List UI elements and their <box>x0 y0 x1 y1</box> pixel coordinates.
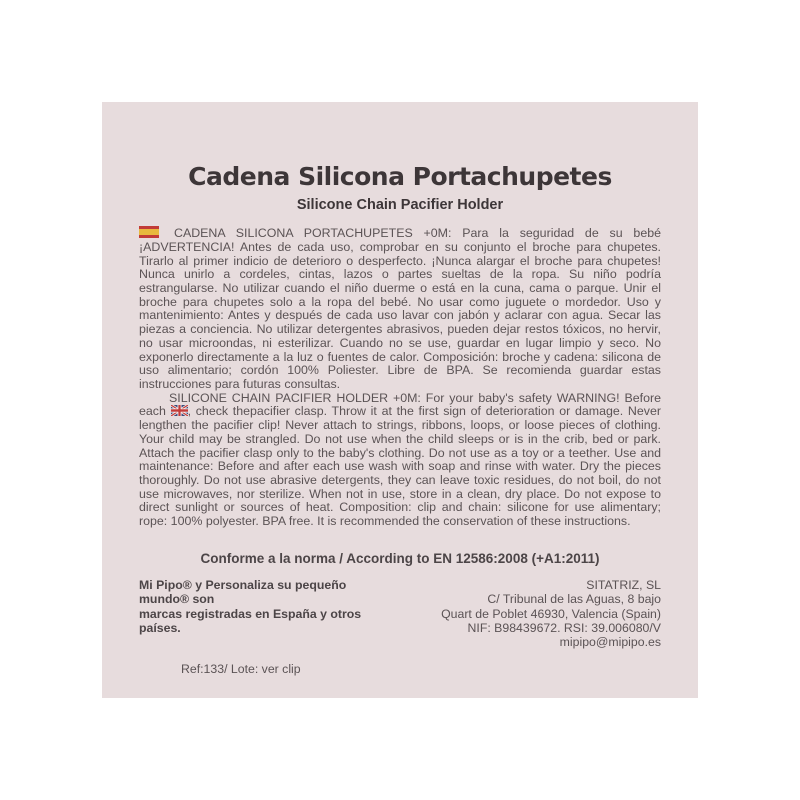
company-street: C/ Tribunal de las Aguas, 8 bajo <box>487 592 661 607</box>
trademark-line-2: marcas registradas en España y otros países. <box>139 606 362 635</box>
product-subtitle: Silicone Chain Pacifier Holder <box>296 197 504 214</box>
spanish-instructions <box>139 226 661 391</box>
company-city: Quart de Poblet 46930, Valencia (Spain) <box>441 606 661 621</box>
english-instructions-text-after-flag: , check thepacifier clasp. Throw it at the first sign of deterioration or damage. Never lengthen the pacifier clip! Never attach to strings, ribbons, loops, or loose pieces of clothing. Your child may be strangled. Do not use when the child sleeps or is in the crib, bed or park. Attach the pacifier clasp only to the baby's clothing. Do not use as a toy or a teether. Use and maintenance: Before and after each use wash with soap and rinse with water. Dry the pieces thoroughly. Do not use abrasive detergents, they can leave toxic residues, do not boil, do not use microwaves, nor sterilize. When not in use, store in a clean, dry place. Do not expose to direct sunlight or sources of heat. Composition: clip and chain: silicone for use alimentary; rope: 100% polyester. BPA free. It is recommended the conservation of these instructions. <box>139 404 661 529</box>
spanish-instructions-text: CADENA SILICONA PORTACHUPETES +0M: Para la seguridad de su bebé ¡ADVERTENCIA! Antes de cada uso, comprobar en su conjunto el broche para chupetes. Tirarlo al primer indicio de deterioro o desperfecto. ¡Nunca alargar el broche para chupetes! Nunca unirlo a cordeles, cintas, lazos o partes sueltas de la ropa. Su niño podría estrangularse. No utilizar cuando el niño duerme o está en la cuna, cama o parque. Unir el broche para chupetes solo a la ropa del bebé. No usar como juguete o mordedor. Uso y mantenimiento: Antes y después de cada uso lavar con jabón y aclarar con agua. Secar las piezas a conciencia. No utilizar detergentes abrasivos, pueden dejar restos tóxicos, no hervir, no usar microondas, ni esterilizar. Cuando no se use, guardar en lugar limpio y seco. No exponerlo directamente a la luz o fuentes de calor. Composición: broche y cadena: silicona de uso alimentario; cordón 100% Poliester. Libre de BPA. Se recomienda guardar estas instrucciones para futuras consultas. <box>139 226 661 391</box>
uk-flag-icon <box>171 405 188 416</box>
company-name: SITATRIZ, SL <box>586 577 661 592</box>
compliance-statement: Conforme a la norma / According to EN 12586:2008 (+A1:2011) <box>200 550 600 566</box>
company-email: mipipo@mipipo.es <box>559 635 661 650</box>
company-tax-ids: NIF: B98439672. RSI: 39.006080/V <box>467 620 661 635</box>
trademark-line-1: Mi Pipo® y Personaliza su pequeño mundo® son <box>139 577 347 607</box>
ref-lot-line: Ref:133/ Lote: ver clip <box>181 662 301 677</box>
footer-left-column <box>139 578 379 677</box>
english-instructions-text-before-flag: SILICONE CHAIN PACIFIER HOLDER +0M: For your baby's safety WARNING! Before each <box>139 390 661 419</box>
product-title: Cadena Silicona Portachupetes <box>188 162 612 191</box>
company-address <box>379 578 661 677</box>
instructions-block <box>139 226 661 528</box>
spain-flag-icon <box>139 226 159 238</box>
footer <box>139 578 661 677</box>
trademark-notice <box>139 578 379 636</box>
english-instructions <box>139 392 661 529</box>
label-card <box>102 102 698 698</box>
